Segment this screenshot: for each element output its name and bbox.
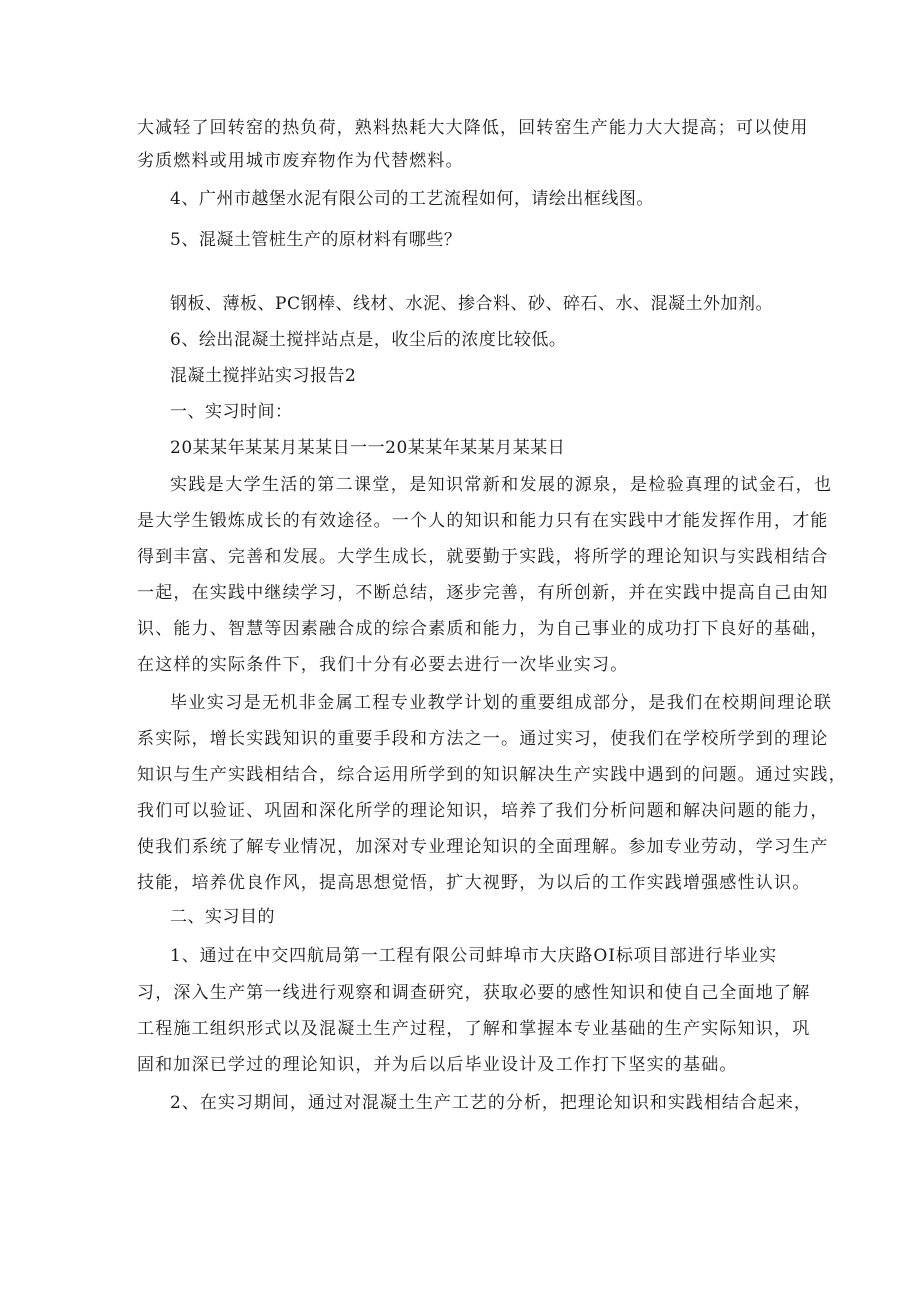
text-line: 系实际，增长实践知识的重要手段和方法之一。通过实习，使我们在学校所学到的理论 (137, 729, 829, 749)
text-line: 5、混凝土管桩生产的原材料有哪些？ (170, 230, 462, 250)
text-line: 6、绘出混凝土搅拌站点是，收尘后的浓度比较低。 (170, 330, 567, 350)
text-line: 知识与生产实践相结合，综合运用所学到的知识解决生产实践中遇到的问题。通过实践， (137, 765, 847, 785)
text-line: 是大学生锻炼成长的有效途径。一个人的知识和能力只有在实践中才能发挥作用，才能 (137, 511, 829, 531)
text-line: 得到丰富、完善和发展。大学生成长，就要勤于实践，将所学的理论知识与实践相结合 (137, 547, 829, 567)
text-line: 钢板、薄板、PC钢棒、线材、水泥、掺合料、砂、碎石、水、混凝土外加剂。 (170, 294, 773, 314)
text-line: 毕业实习是无机非金属工程专业教学计划的重要组成部分，是我们在校期间理论联 (170, 693, 833, 713)
text-line: 在这样的实际条件下，我们十分有必要去进行一次毕业实习。 (137, 655, 629, 675)
date-range: 20某某年某某月某某日一一20某某年某某月某某日 (170, 438, 566, 458)
text-line: 4、广州市越堡水泥有限公司的工艺流程如何，请绘出框线图。 (170, 189, 654, 209)
text-line: 1、通过在中交四航局第一工程有限公司蚌埠市大庆路OI标项目部进行毕业实 (170, 946, 777, 966)
text-line: 大减轻了回转窑的热负荷，熟料热耗大大降低，回转窑生产能力大大提高；可以使用 (137, 118, 809, 138)
text-line: 识、能力、智慧等因素融合成的综合素质和能力，为自己事业的成功打下良好的基础， (137, 619, 829, 639)
text-line: 固和加深已学过的理论知识，并为后以后毕业设计及工作打下坚实的基础。 (137, 1055, 738, 1075)
text-line: 技能，培养优良作风，提高思想觉悟，扩大视野，为以后的工作实践增强感性认识。 (137, 873, 811, 893)
text-line: 工程施工组织形式以及混凝土生产过程，了解和掌握本专业基础的生产实际知识，巩 (137, 1019, 811, 1039)
text-line: 劣质燃料或用城市废弃物作为代替燃料。 (137, 151, 464, 171)
text-line: 2、在实习期间，通过对混凝土生产工艺的分析，把理论知识和实践相结合起来， (170, 1093, 812, 1113)
text-line: 使我们系统了解专业情况，加深对专业理论知识的全面理解。参加专业劳动，学习生产 (137, 837, 829, 857)
heading: 二、实习目的 (170, 907, 275, 927)
text-line: 我们可以验证、巩固和深化所学的理论知识，培养了我们分析问题和解决问题的能力， (137, 801, 829, 821)
text-line: 习，深入生产第一线进行观察和调查研究，获取必要的感性知识和使自己全面地了解 (137, 983, 811, 1003)
heading: 一、实习时间： (170, 402, 293, 422)
section-title: 混凝土搅拌站实习报告2 (170, 366, 357, 386)
text-line: 实践是大学生活的第二课堂，是知识常新和发展的源泉，是检验真理的试金石，也 (170, 475, 833, 495)
text-line: 一起，在实践中继续学习，不断总结，逐步完善，有所创新，并在实践中提高自己由知 (137, 583, 829, 603)
